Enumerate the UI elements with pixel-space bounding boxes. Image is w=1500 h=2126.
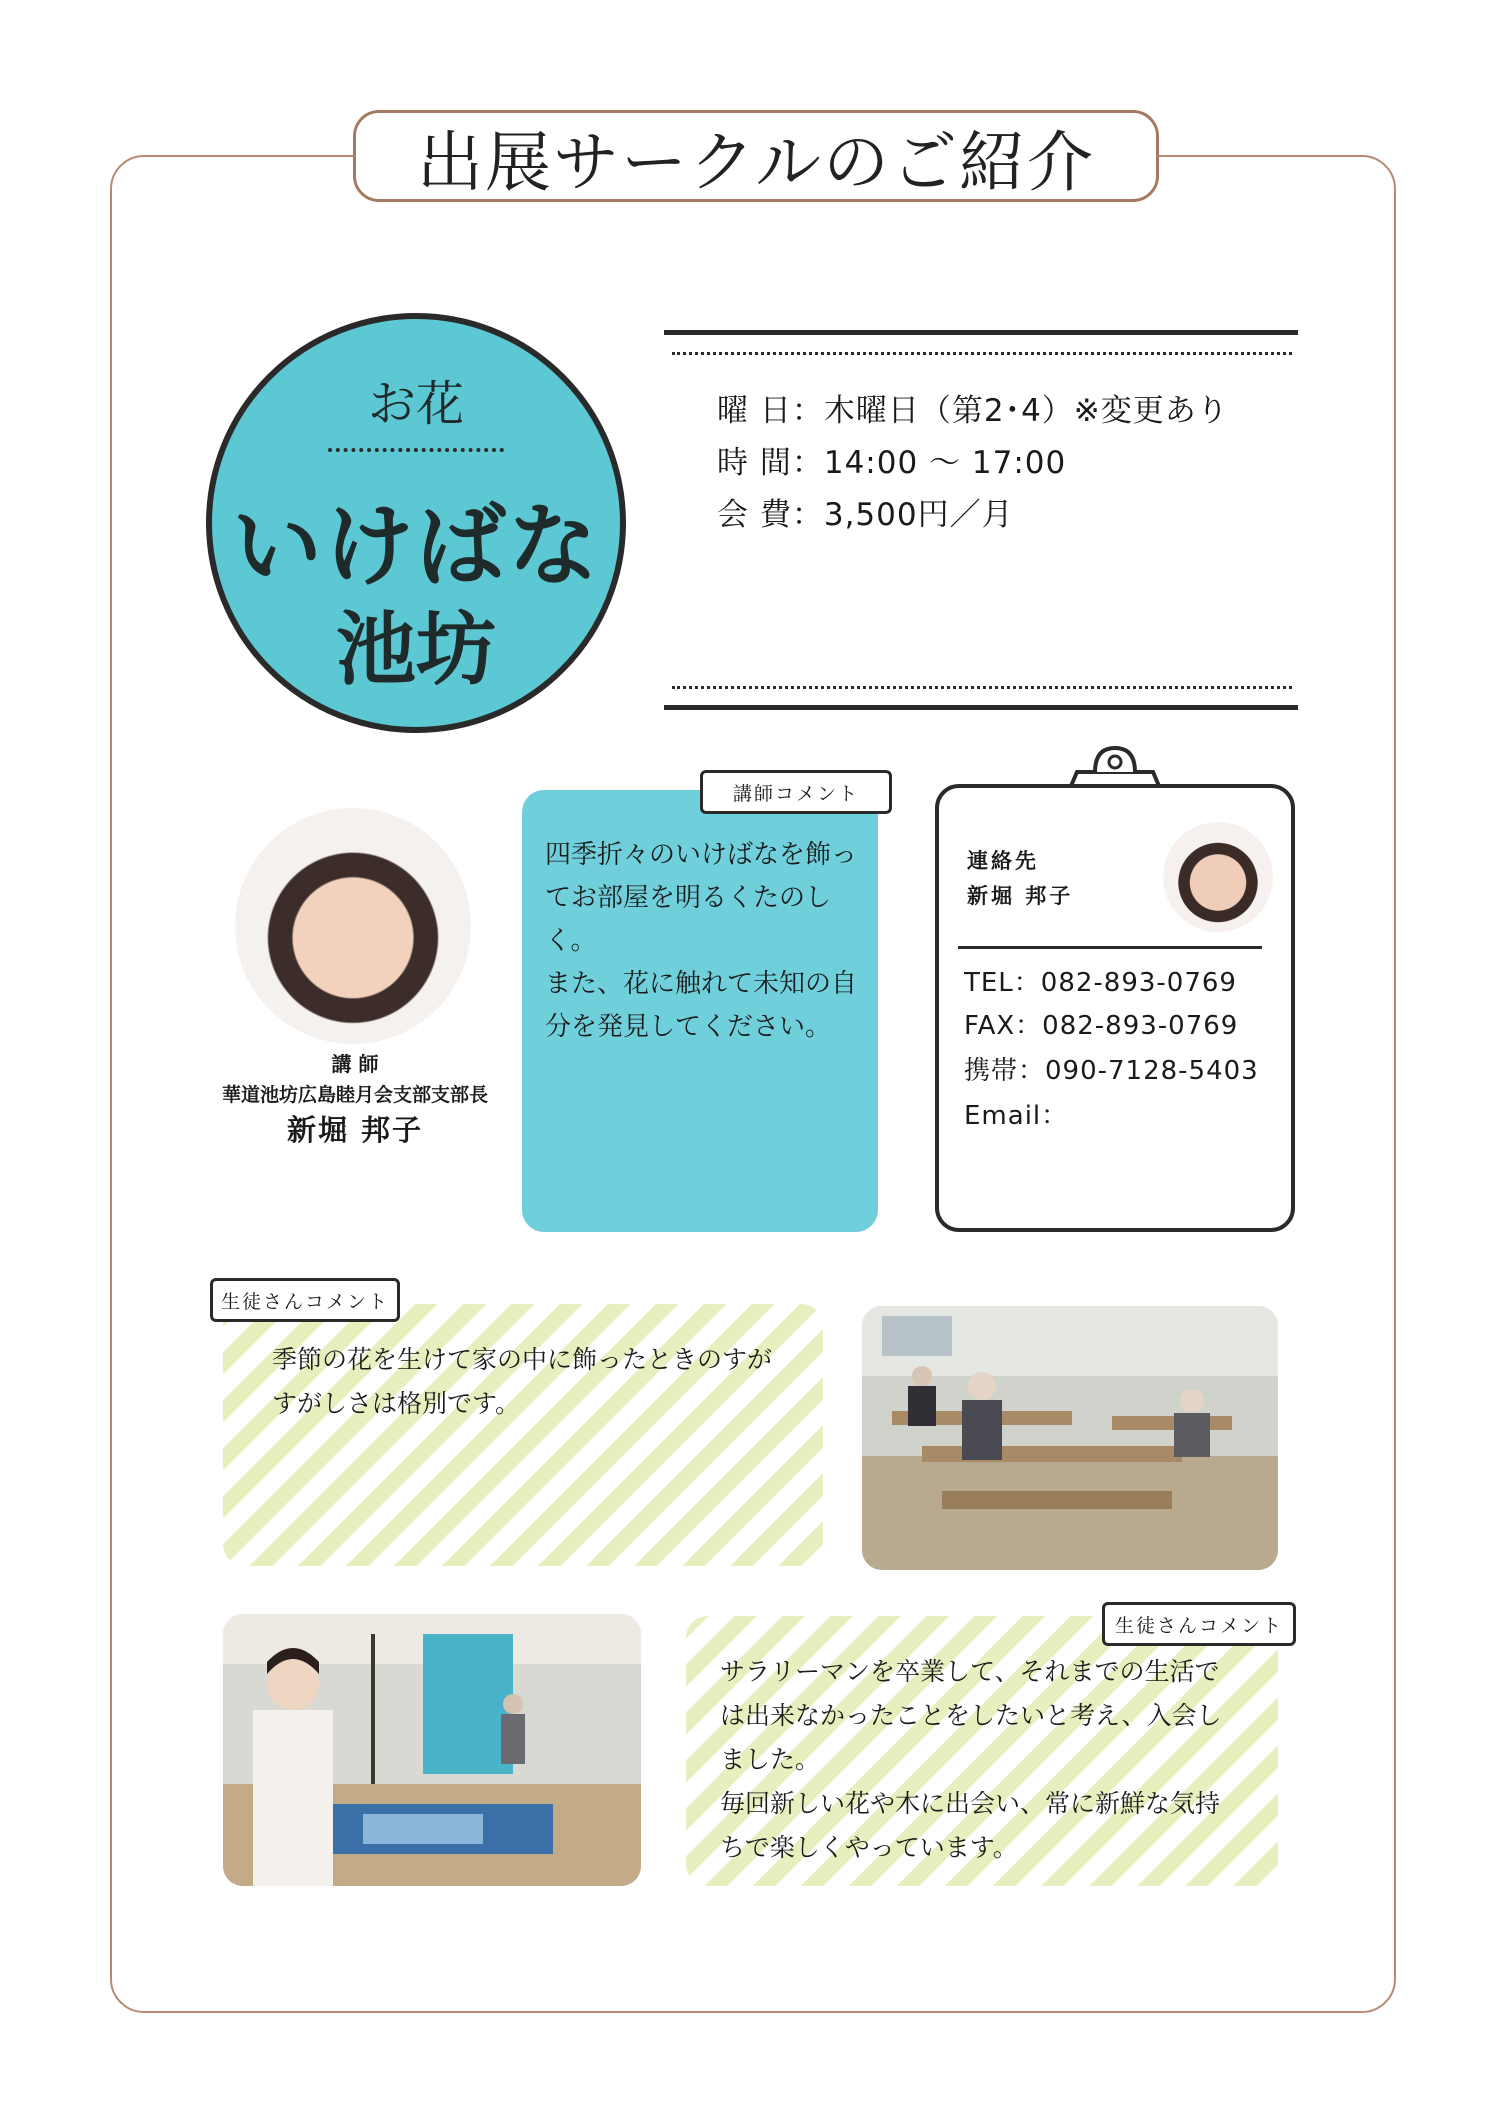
student-comment-1-tag: 生徒さんコメント xyxy=(210,1278,400,1322)
student-comment-2-tag: 生徒さんコメント xyxy=(1102,1602,1296,1646)
teacher-name: 新堀 邦子 xyxy=(286,1113,424,1147)
comment-line: すがしさは格別です。 xyxy=(272,1389,521,1418)
teacher-organization: 華道池坊広島睦月会支部支部長 xyxy=(221,1084,488,1106)
contact-avatar xyxy=(1163,822,1273,932)
comment-line: 分を発見してください。 xyxy=(545,1012,832,1042)
teacher-comment-text xyxy=(545,834,863,1049)
comment-line: 季節の花を生けて家の中に飾ったときのすが xyxy=(272,1345,773,1374)
contact-email: Email： xyxy=(964,1101,1069,1131)
contact-label: 連絡先 xyxy=(967,849,1039,873)
schedule-top-dotted-rule xyxy=(672,352,1292,355)
comment-line: てお部屋を明るくたのし xyxy=(545,883,832,913)
teacher-role: 講 師 xyxy=(331,1052,379,1076)
comment-line: ました。 xyxy=(720,1745,821,1774)
comment-line: 四季折々のいけばなを飾っ xyxy=(545,840,858,870)
comment-line: ちで楽しくやっています。 xyxy=(720,1833,1018,1862)
badge-name-line1: いけばな xyxy=(232,494,600,599)
student-comment-1-text xyxy=(272,1338,812,1426)
classroom-photo-2 xyxy=(223,1614,641,1886)
schedule-bottom-rule xyxy=(664,705,1298,710)
schedule-bottom-dotted-rule xyxy=(672,686,1292,689)
badge-category: お花 xyxy=(367,376,464,432)
badge-divider xyxy=(328,448,504,452)
comment-line: 毎回新しい花や木に出会い、常に新鮮な気持 xyxy=(720,1789,1221,1818)
comment-line: は出来なかったことをしたいと考え、入会し xyxy=(720,1701,1222,1730)
classroom-photo-1 xyxy=(862,1306,1278,1570)
comment-line: サラリーマンを卒業して、それまでの生活で xyxy=(720,1657,1220,1686)
teacher-portrait xyxy=(235,808,471,1044)
schedule-fee: 会 費：3,500円／月 xyxy=(717,497,1014,533)
contact-tel: TEL：082-893-0769 xyxy=(964,968,1237,998)
badge-name-line2: 池坊 xyxy=(336,603,496,696)
student-comment-2-text xyxy=(720,1650,1260,1870)
contact-divider xyxy=(958,946,1262,949)
contact-mobile: 携帯：090-7128-5403 xyxy=(964,1056,1259,1086)
contact-name: 新堀 邦子 xyxy=(967,884,1074,908)
schedule-time: 時 間：14:00 ～ 17:00 xyxy=(717,445,1067,481)
schedule-top-rule xyxy=(664,330,1298,335)
comment-line: く。 xyxy=(545,926,597,956)
schedule-day: 曜 日：木曜日（第2･4）※変更あり xyxy=(717,393,1229,429)
teacher-comment-tag: 講師コメント xyxy=(700,770,892,814)
page-title: 出展サークルのご紹介 xyxy=(353,110,1159,202)
comment-line: また、花に触れて未知の自 xyxy=(545,969,858,999)
contact-fax: FAX：082-893-0769 xyxy=(964,1011,1239,1041)
